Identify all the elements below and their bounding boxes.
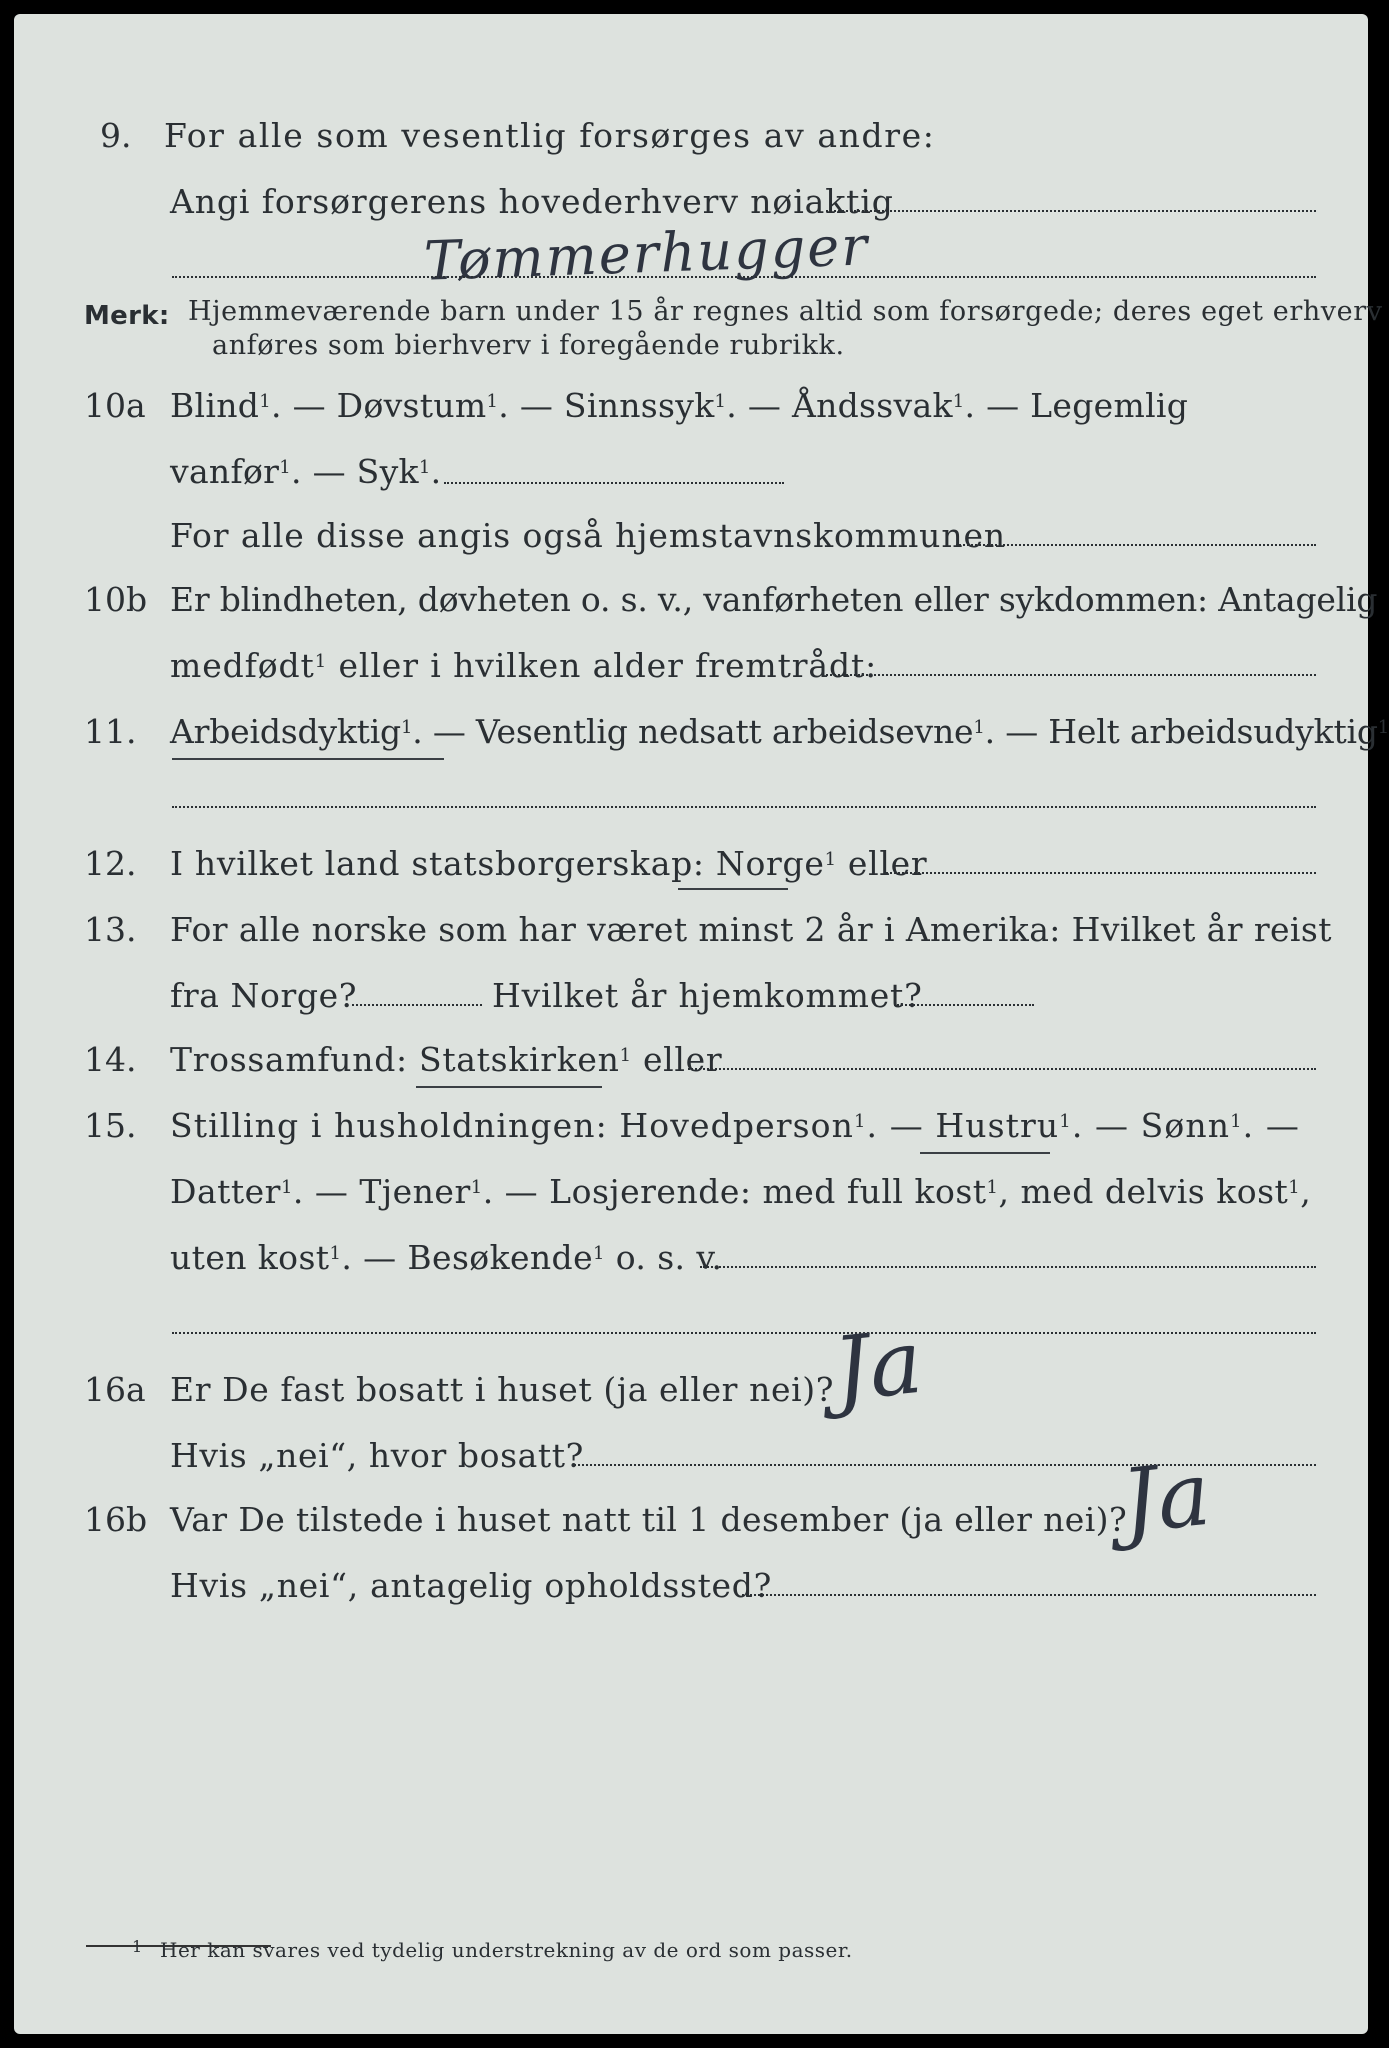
q13-number: 13. — [84, 910, 137, 949]
q14-answer-line — [688, 1068, 1316, 1070]
q16a-number: 16a — [84, 1370, 146, 1409]
q12-norge-underline — [678, 888, 788, 890]
q16b-handwritten-answer: Ja — [1116, 1441, 1215, 1554]
q15-line3: uten kost$^1$. — Besøkende$^1$ o. s. v. — [170, 1238, 723, 1277]
q15-number: 15. — [84, 1106, 137, 1145]
q13-hjemkommet-line — [894, 1004, 1034, 1006]
q10a-line3: For alle disse angis også hjemstavnskommunen — [170, 516, 1007, 555]
q13-reist-line — [352, 1004, 482, 1006]
q10a-line2: vanfør$^1$. — Syk$^1$. — [170, 452, 442, 491]
q15-answer-line — [700, 1266, 1316, 1268]
q11-answer-line — [172, 806, 1316, 808]
q10b-line2: medfødt$^1$ eller i hvilken alder fremtrådt: — [170, 646, 878, 685]
q16b-line1: Var De tilstede i huset natt til 1 desember (ja eller nei)? — [170, 1500, 1128, 1539]
q11-arbeidsdyktig-underline — [172, 758, 444, 760]
q11-line1: Arbeidsdyktig$^1$. — Vesentlig nedsatt arbeidsevne$^1$. — Helt arbeidsudyktig$^1$ — [170, 712, 1389, 751]
merk-line1: Hjemmeværende barn under 15 år regnes altid som forsørgede; deres eget erhverv — [188, 296, 1383, 327]
q9-handwritten-answer: Tømmerhugger — [423, 214, 870, 293]
q15-line1: Stilling i husholdningen: Hovedperson$^1$. — Hustru$^1$. — Sønn$^1$. — — [170, 1106, 1300, 1145]
q16a-line1: Er De fast bosatt i huset (ja eller nei)? — [170, 1370, 834, 1409]
q9-number: 9. — [100, 116, 132, 155]
footnote-text: Her kan svares ved tydelig understrekning av de ord som passer. — [160, 1938, 853, 1962]
q11-number: 11. — [84, 712, 137, 751]
q16b-answer-line — [742, 1594, 1316, 1596]
q10a-hjemstavn-line — [956, 544, 1316, 546]
q14-number: 14. — [84, 1040, 137, 1079]
q10b-number: 10b — [84, 580, 148, 619]
q12-line1: I hvilket land statsborgerskap: Norge$^1$ eller — [170, 844, 928, 883]
q12-answer-line — [886, 872, 1316, 874]
q9-answer-line-2 — [172, 276, 1316, 278]
q10a-answer-line — [444, 482, 784, 484]
q14-line1: Trossamfund: Statskirken$^1$ eller — [170, 1040, 723, 1079]
q15-hustru-underline — [920, 1152, 1050, 1154]
q10b-line1: Er blindheten, døvheten o. s. v., vanførheten eller sykdommen: Antagelig — [170, 580, 1378, 619]
q15-answer-line-2 — [172, 1332, 1316, 1334]
q10a-line1: Blind$^1$. — Døvstum$^1$. — Sinnssyk$^1$. — Åndssvak$^1$. — Legemlig — [170, 386, 1189, 425]
q9-answer-line — [826, 210, 1316, 212]
q16b-line2: Hvis „nei“, antagelig opholdssted? — [170, 1566, 772, 1605]
census-form-page — [14, 14, 1389, 2034]
q16a-handwritten-answer: Ja — [828, 1309, 927, 1422]
q16a-line2: Hvis „nei“, hvor bosatt? — [170, 1436, 584, 1475]
q12-number: 12. — [84, 844, 137, 883]
q13-line2b: Hvilket år hjemkommet? — [492, 976, 923, 1015]
q10b-answer-line — [826, 674, 1316, 676]
q9-line2: Angi forsørgerens hovederhverv nøiaktig — [170, 182, 894, 221]
merk-line2: anføres som bierhverv i foregående rubrikk. — [212, 330, 845, 361]
q13-line1: For alle norske som har været minst 2 år i Amerika: Hvilket år reist — [170, 910, 1332, 949]
q13-line2a: fra Norge? — [170, 976, 358, 1015]
q16b-number: 16b — [84, 1500, 148, 1539]
footnote-mark: 1 — [132, 1937, 143, 1956]
q14-statskirken-underline — [416, 1086, 602, 1088]
q10a-number: 10a — [84, 386, 146, 425]
merk-label: Merk: — [84, 301, 170, 331]
q9-line1: For alle som vesentlig forsørges av andre: — [164, 116, 936, 155]
q15-line2: Datter$^1$. — Tjener$^1$. — Losjerende: med full kost$^1$, med delvis kost$^1$, — [170, 1172, 1312, 1211]
